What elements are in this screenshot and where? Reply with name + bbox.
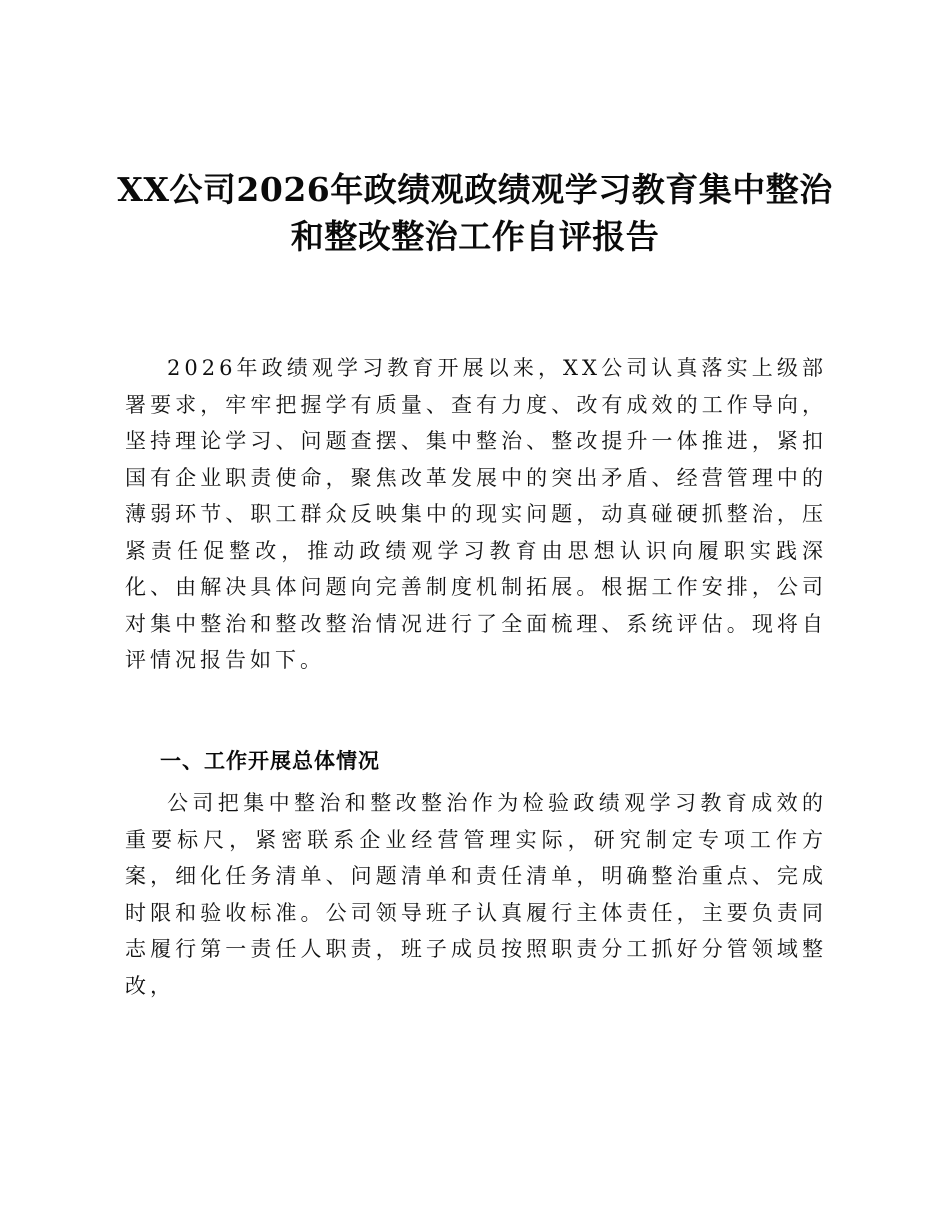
section-heading: 一、工作开展总体情况	[160, 749, 380, 773]
intro-paragraph: 2026年政绩观学习教育开展以来，XX公司认真落实上级部署要求，牢牢把握学有质量、查有力度、改有成效的工作导向，坚持理论学习、问题查摆、集中整治、整改提升一体推进，紧扣国有企业职责使命，聚焦改革发展中的突出矛盾、经营管理中的薄弱环节、职工群众反映集中的现实问题，动真碰硬抓整治，压紧责任促整改，推动政绩观学习教育由思想认识向履职实践深化、由解决具体问题向完善制度机制拓展。根据工作安排，公司对集中整治和整改整治情况进行了全面梳理、系统评估。现将自评情况报告如下。	[125, 356, 827, 672]
section-paragraph: 公司把集中整治和整改整治作为检验政绩观学习教育成效的重要标尺，紧密联系企业经营管理实际，研究制定专项工作方案，细化任务清单、问题清单和责任清单，明确整治重点、完成时限和验收标准。公司领导班子认真履行主体责任，主要负责同志履行第一责任人职责，班子成员按照职责分工抓好分管领域整改，	[125, 791, 827, 998]
document-title: XX公司2026年政绩观政绩观学习教育集中整治和整改整治工作自评报告	[117, 170, 833, 256]
